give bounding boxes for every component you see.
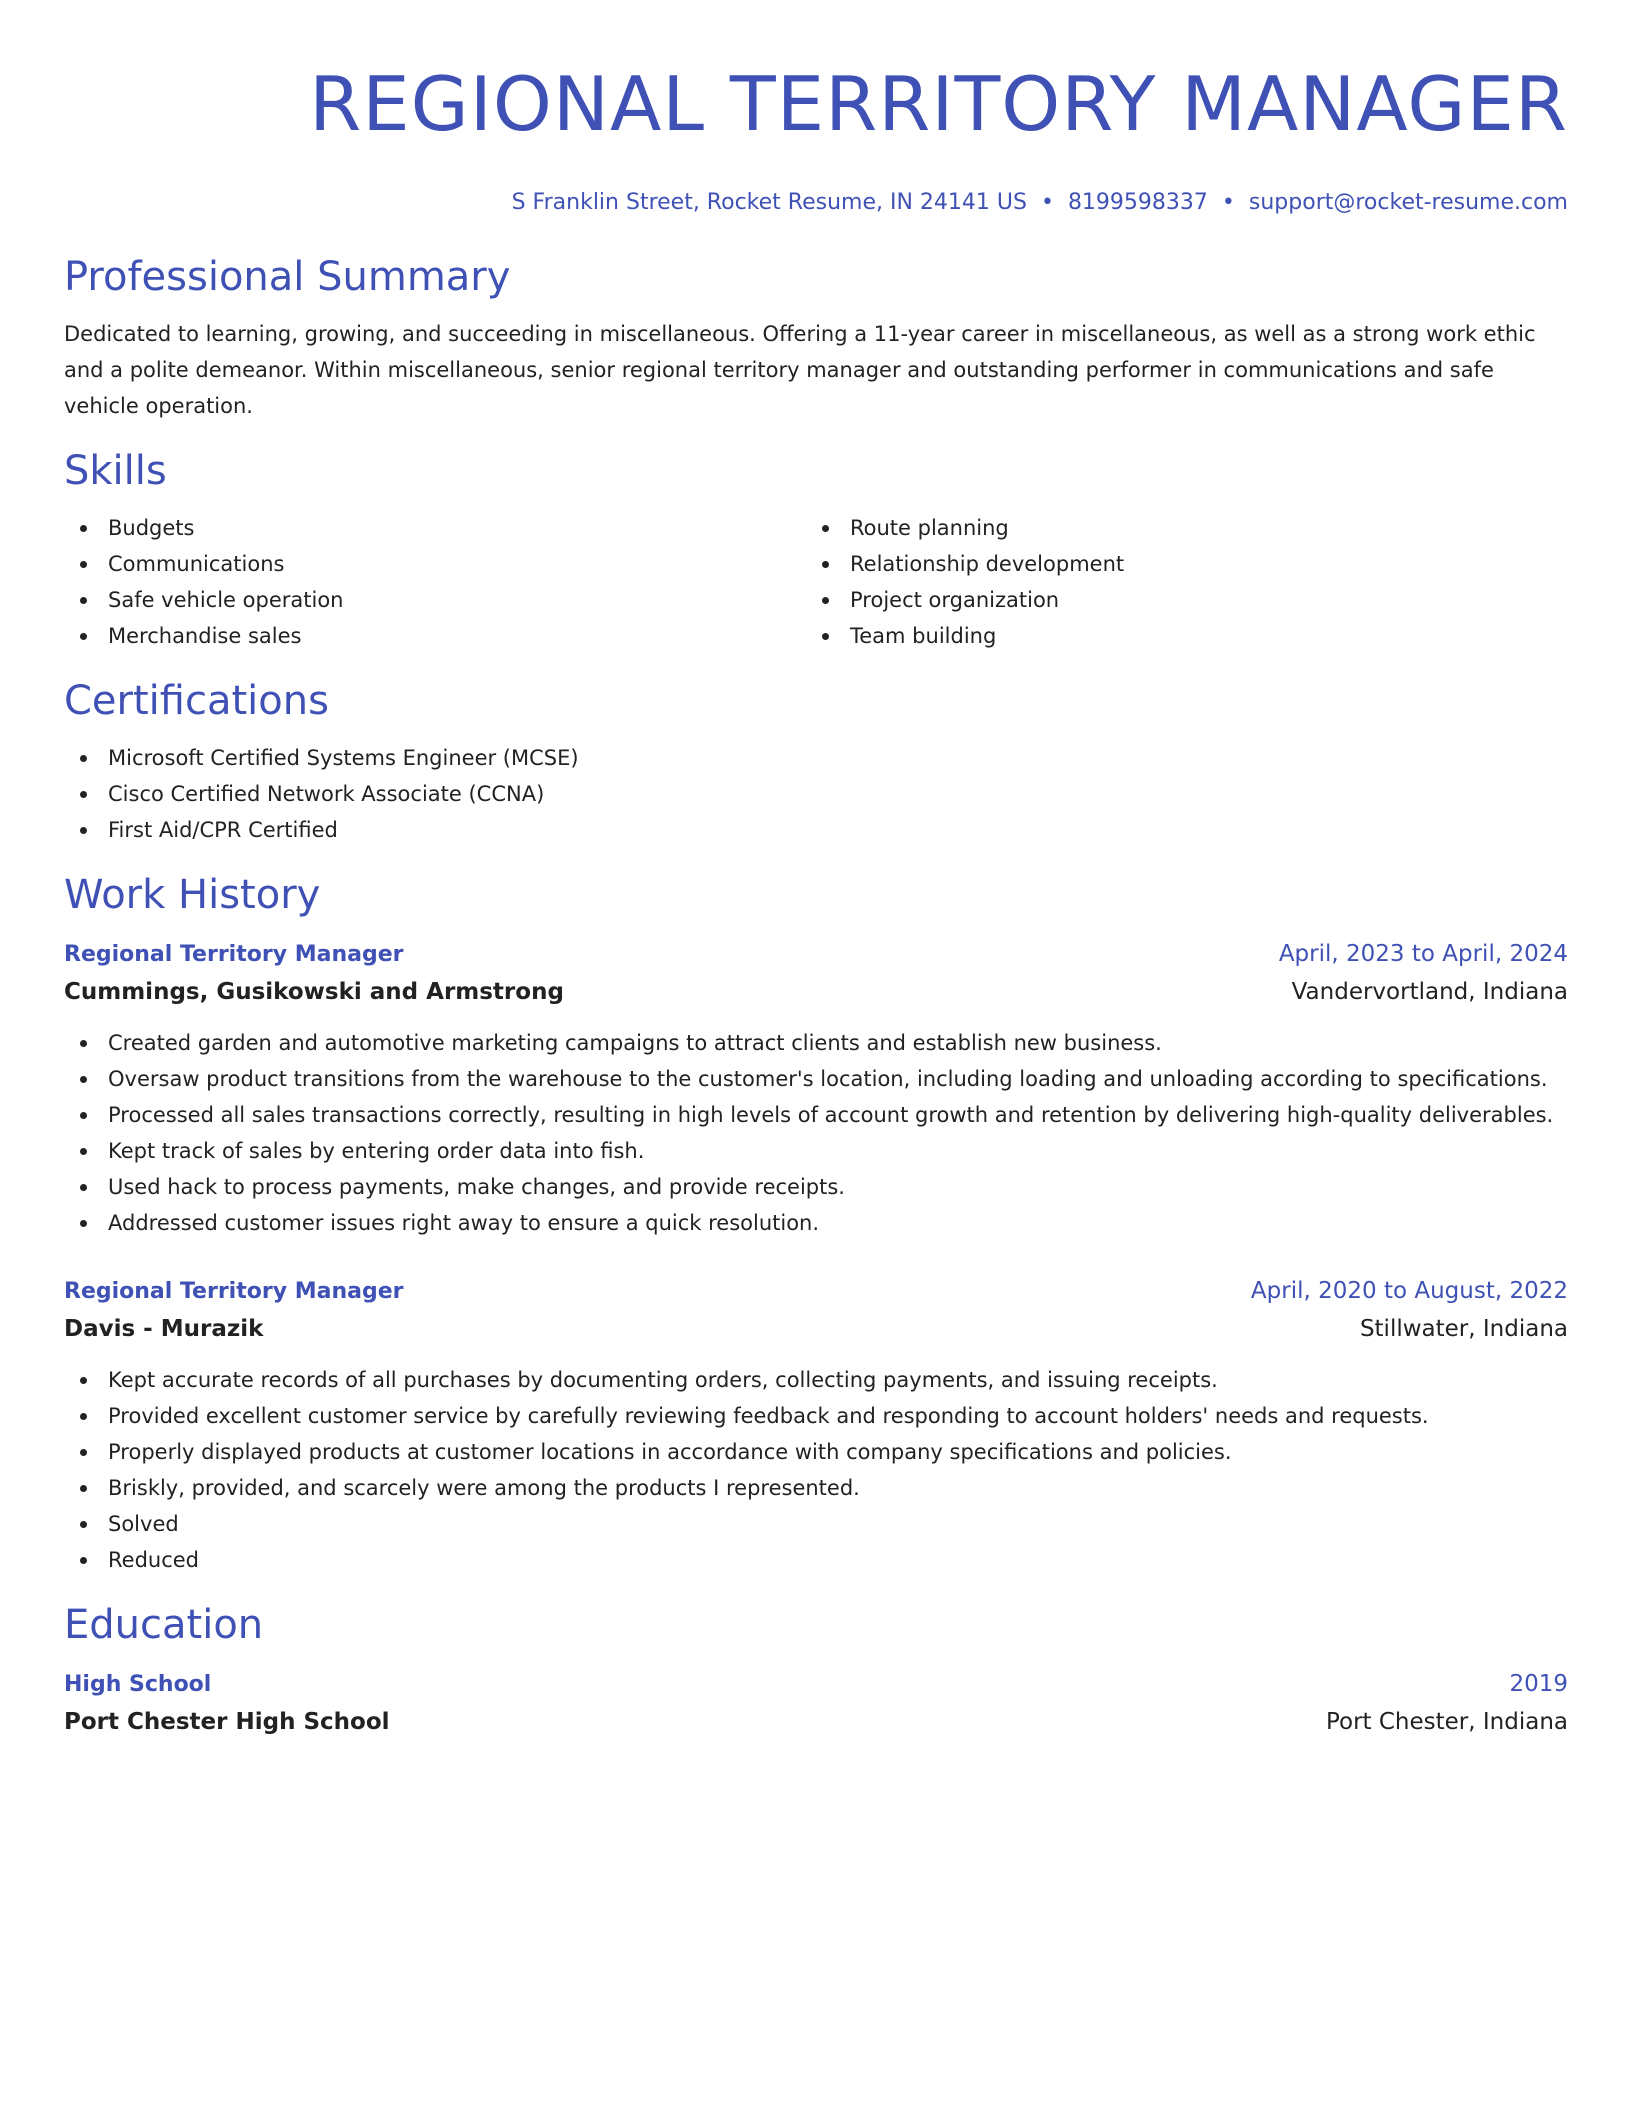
- job-dates: April, 2023 to April, 2024: [1278, 941, 1568, 967]
- job-duties-list: [64, 1362, 1568, 1578]
- certifications-heading: Certifications: [64, 678, 329, 724]
- education-school-row: [64, 1703, 1568, 1741]
- skill-item: Merchandise sales: [64, 618, 806, 654]
- job-duty: Oversaw product transitions from the warehouse to the customer's location, including loading and unloading according to specifications.: [64, 1061, 1568, 1097]
- job-company-row: [64, 973, 1568, 1011]
- education-location: Port Chester, Indiana: [1325, 1709, 1568, 1735]
- email-link[interactable]: support@rocket-resume.com: [1248, 190, 1568, 215]
- job-duty: Used hack to process payments, make changes, and provide receipts.: [64, 1169, 1568, 1205]
- job-duty: Properly displayed products at customer locations in accordance with company specifications and policies.: [64, 1434, 1568, 1470]
- job-header-row: [64, 1273, 1568, 1310]
- certification-item: Microsoft Certified Systems Engineer (MCSE): [64, 740, 1568, 776]
- job-duty: Addressed customer issues right away to ensure a quick resolution.: [64, 1205, 1568, 1241]
- job-header-row: [64, 936, 1568, 973]
- skill-item: Project organization: [806, 582, 1548, 618]
- education-school: Port Chester High School: [64, 1709, 390, 1735]
- skill-item: Relationship development: [806, 546, 1548, 582]
- certification-item: Cisco Certified Network Associate (CCNA): [64, 776, 1568, 812]
- skill-item: Route planning: [806, 510, 1548, 546]
- job-duty: Kept accurate records of all purchases by documenting orders, collecting payments, and issuing receipts.: [64, 1362, 1568, 1398]
- summary-heading: Professional Summary: [64, 254, 511, 300]
- separator-dot: •: [1040, 190, 1054, 215]
- resume-title: REGIONAL TERRITORY MANAGER: [309, 60, 1568, 148]
- summary-text: Dedicated to learning, growing, and succeeding in miscellaneous. Offering a 11-year career in miscellaneous, as well as a strong work ethic and a polite demeanor. Within miscellaneous, senior regional territory manager and outstanding performer in communications and safe vehicle operation.: [64, 322, 1536, 418]
- address: S Franklin Street, Rocket Resume, IN 24141 US: [511, 190, 1027, 215]
- job-duty: Processed all sales transactions correctly, resulting in high levels of account growth and retention by delivering high-quality deliverables.: [64, 1097, 1568, 1133]
- phone: 8199598337: [1067, 190, 1208, 215]
- skill-item: Team building: [806, 618, 1548, 654]
- job-location: Stillwater, Indiana: [1359, 1316, 1568, 1342]
- certifications-list: [64, 740, 1568, 848]
- skills-column-left: [64, 510, 806, 654]
- skill-item: Communications: [64, 546, 806, 582]
- skills-column-right: [806, 510, 1548, 654]
- job-location: Vandervortland, Indiana: [1291, 979, 1568, 1005]
- job-entry: [64, 936, 1568, 1241]
- job-duty: Briskly, provided, and scarcely were among the products I represented.: [64, 1470, 1568, 1506]
- job-duty: Solved: [64, 1506, 1568, 1542]
- job-duty: Created garden and automotive marketing campaigns to attract clients and establish new business.: [64, 1025, 1568, 1061]
- job-dates: April, 2020 to August, 2022: [1250, 1278, 1568, 1304]
- certification-item: First Aid/CPR Certified: [64, 812, 1568, 848]
- job-duty: Provided excellent customer service by carefully reviewing feedback and responding to account holders' needs and requests.: [64, 1398, 1568, 1434]
- job-role: Regional Territory Manager: [64, 1279, 404, 1304]
- education-heading: Education: [64, 1602, 264, 1648]
- skill-item: Safe vehicle operation: [64, 582, 806, 618]
- job-role: Regional Territory Manager: [64, 942, 404, 967]
- resume-page: [64, 0, 1568, 2112]
- job-duties-list: [64, 1025, 1568, 1241]
- work-history-heading: Work History: [64, 872, 321, 918]
- skill-item: Budgets: [64, 510, 806, 546]
- contact-line: [64, 188, 1568, 218]
- education-entry: [64, 1666, 1568, 1741]
- job-company: Cummings, Gusikowski and Armstrong: [64, 979, 564, 1005]
- job-company: Davis - Murazik: [64, 1316, 264, 1342]
- job-entry: [64, 1273, 1568, 1578]
- education-year: 2019: [1509, 1671, 1568, 1697]
- skills-heading: Skills: [64, 448, 167, 494]
- separator-dot: •: [1221, 190, 1235, 215]
- education-degree: High School: [64, 1672, 212, 1697]
- job-company-row: [64, 1310, 1568, 1348]
- job-duty: Kept track of sales by entering order data into fish.: [64, 1133, 1568, 1169]
- education-header-row: [64, 1666, 1568, 1703]
- job-duty: Reduced: [64, 1542, 1568, 1578]
- skills-list: [64, 510, 1568, 654]
